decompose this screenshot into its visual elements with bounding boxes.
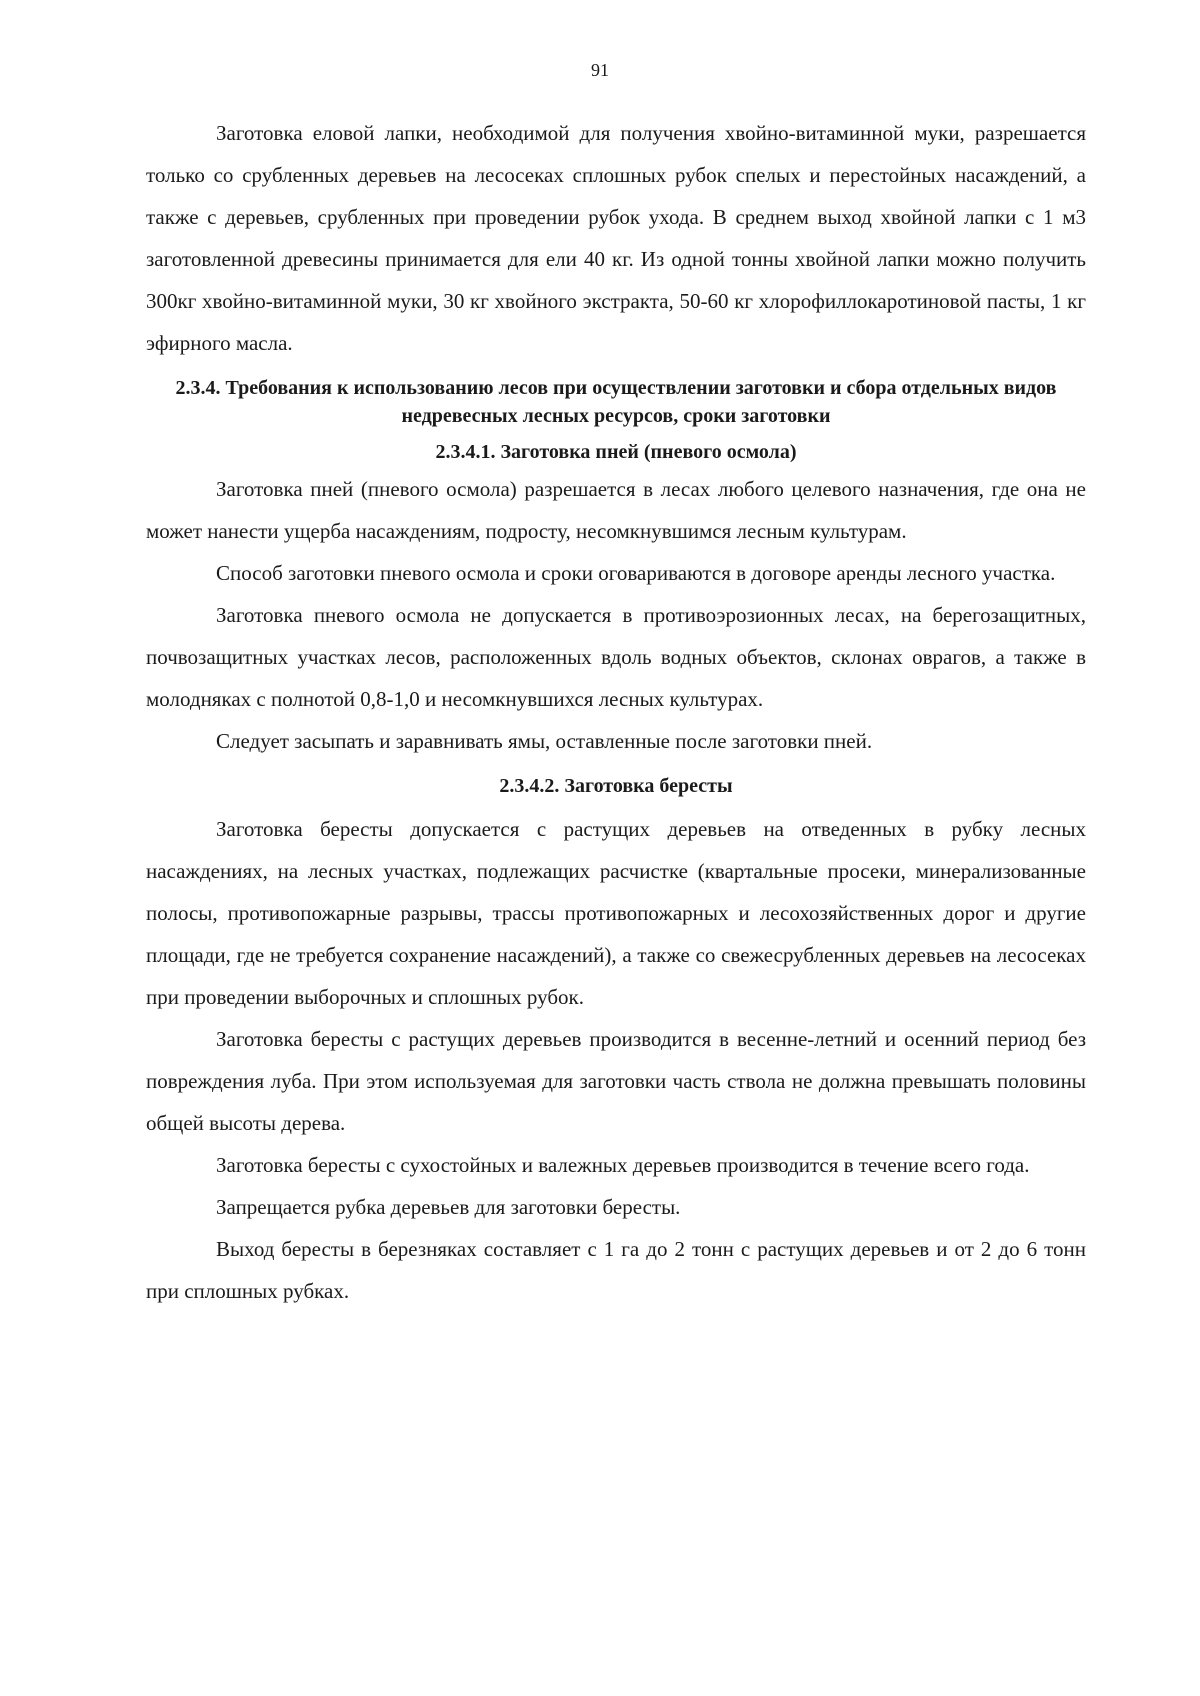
paragraph-stump-restrictions: Заготовка пневого осмола не допускается в противоэрозионных лесах, на берегозащитных, почвозащитных участках лесов, расположенных вдоль водных объектов, склонах оврагов, а также в молодняках с полнотой 0,8-1,0 и несомкнувшихся лесных культурах.	[146, 603, 1086, 711]
paragraph-stump-harvest: Заготовка пней (пневого осмола) разрешается в лесах любого целевого назначения, где она не может нанести ущерба насаждениям, подросту, несомкнувшимся лесным культурам.	[146, 477, 1086, 543]
paragraph-birch-bark-yield: Выход бересты в березняках составляет с 1 га до 2 тонн с растущих деревьев и от 2 до 6 тонн при сплошных рубках.	[146, 1237, 1086, 1303]
paragraph-stump-pits: Следует засыпать и заравнивать ямы, оставленные после заготовки пней.	[216, 729, 873, 753]
paragraph-birch-bark-prohibition: Запрещается рубка деревьев для заготовки бересты.	[216, 1195, 681, 1219]
page-number: 91	[591, 60, 609, 80]
paragraph-stump-method: Способ заготовки пневого осмола и сроки оговариваются в договоре аренды лесного участка.	[216, 561, 1056, 585]
paragraph-spruce-branches: Заготовка еловой лапки, необходимой для получения хвойно-витаминной муки, разрешается только со срубленных деревьев на лесосеках сплошных рубок спелых и перестойных насаждений, а также с деревьев, срубленных при проведении рубок ухода. В среднем выход хвойной лапки с 1 м3 заготовленной древесины принимается для ели 40 кг. Из одной тонны хвойной лапки можно получить 300кг хвойно-витаминной муки, 30 кг хвойного экстракта, 50-60 кг хлорофиллокаротиновой пасты, 1 кг эфирного масла.	[146, 121, 1086, 355]
paragraph-birch-bark-allowed: Заготовка бересты допускается с растущих деревьев на отведенных в рубку лесных насаждениях, на лесных участках, подлежащих расчистке (квартальные просеки, минерализованные полосы, противопожарные разрывы, трассы противопожарных и лесохозяйственных дорог и другие площади, где не требуется сохранение насаждений), а также со свежесрубленных деревьев на лесосеках при проведении выборочных и сплошных рубок.	[146, 817, 1086, 1009]
subsection-heading-2-3-4-1: 2.3.4.1. Заготовка пней (пневого осмола)	[435, 441, 797, 463]
section-heading-2-3-4: 2.3.4. Требования к использованию лесов при осуществлении заготовки и сбора отдельных видов недревесных лесных ресурсов, сроки заготовки	[175, 377, 1057, 427]
subsection-heading-2-3-4-2: 2.3.4.2. Заготовка бересты	[499, 775, 733, 797]
paragraph-birch-bark-dead-trees: Заготовка бересты с сухостойных и валежных деревьев производится в течение всего года.	[216, 1153, 1030, 1177]
page-content	[146, 112, 1086, 1312]
paragraph-birch-bark-period: Заготовка бересты с растущих деревьев производится в весенне-летний и осенний период без повреждения луба. При этом используемая для заготовки часть ствола не должна превышать половины общей высоты дерева.	[146, 1027, 1086, 1135]
